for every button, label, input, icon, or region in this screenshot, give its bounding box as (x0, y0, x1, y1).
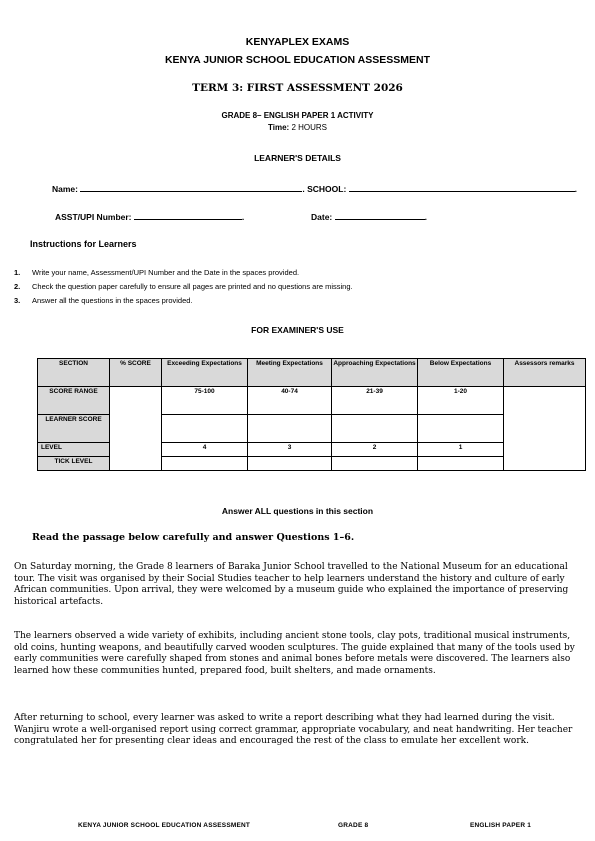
instruction-item: 3. Answer all the questions in the spaces provided. (14, 296, 193, 305)
tick-level-cell[interactable] (418, 457, 504, 471)
row-label: LEVEL (38, 443, 110, 457)
tick-level-cell[interactable] (332, 457, 418, 471)
school-label: SCHOOL: (307, 184, 347, 194)
learner-score-cell[interactable] (248, 415, 332, 443)
time-label: Time: (268, 123, 290, 132)
name-row: Name: . SCHOOL: . (52, 184, 578, 194)
table-row (38, 387, 586, 415)
asst-label: ASST/UPI Number: (55, 212, 132, 222)
examiner-table (37, 358, 586, 471)
learner-score-cell[interactable] (418, 415, 504, 443)
asst-row: ASST/UPI Number: . Date: . (55, 212, 428, 222)
learner-score-cell[interactable] (332, 415, 418, 443)
row-label: TICK LEVEL (38, 457, 110, 471)
row-label: SCORE RANGE (38, 387, 110, 415)
answer-all-heading: Answer ALL questions in this section (221, 506, 374, 516)
table-cell: 1 (418, 443, 504, 457)
asst-upi-field[interactable] (134, 211, 242, 220)
assessors-remarks-cell[interactable] (504, 387, 586, 471)
learner-details-title: LEARNER'S DETAILS (254, 153, 341, 163)
footer-grade: GRADE 8 (338, 822, 369, 829)
footer-assessment: KENYA JUNIOR SCHOOL EDUCATION ASSESSMENT (78, 822, 251, 829)
exam-org-title: KENYAPLEX EXAMS (245, 36, 350, 48)
time-value: 2 HOURS (291, 123, 327, 132)
passage-paragraph-1: On Saturday morning, the Grade 8 learners of Baraka Junior School travelled to the National Museum for an educational tour. The visit was organised by their Social Studies teacher to help learners understand the history and culture of early African communities. Upon arrival, they were welcomed by a museum guide who explained the importance of preserving historical artefacts. (14, 562, 569, 607)
row-label: LEARNER SCORE (38, 415, 110, 443)
table-cell: 75-100 (162, 387, 248, 415)
header-cell: Meeting Expectations (248, 359, 332, 387)
passage-paragraph-2: The learners observed a wide variety of exhibits, including ancient stone tools, clay pots, traditional musical instruments, old coins, hunting weapons, and beautifully carved wooden sculptures. The guide explained that many of the tools used by early communities were carefully shaped from stones and animal bones before metals were discovered. The learners also learned how these communities hunted, prepared food, built shelters, and made ornaments. (14, 631, 575, 676)
date-field[interactable] (335, 211, 425, 220)
header-cell: Approaching Expectations (332, 359, 418, 387)
table-cell: 2 (332, 443, 418, 457)
learner-score-cell[interactable] (162, 415, 248, 443)
assessment-title: KENYA JUNIOR SCHOOL EDUCATION ASSESSMENT (164, 54, 431, 66)
read-prompt: Read the passage below carefully and answer Questions 1–6. (32, 532, 355, 543)
name-field[interactable] (80, 183, 302, 192)
header-cell: % SCORE (110, 359, 162, 387)
table-cell: 21-39 (332, 387, 418, 415)
date-label: Date: (311, 212, 333, 222)
subject-title: GRADE 8– ENGLISH PAPER 1 ACTIVITY (221, 111, 374, 120)
tick-level-cell[interactable] (162, 457, 248, 471)
footer-paper: ENGLISH PAPER 1 (470, 822, 532, 829)
term-title: TERM 3: FIRST ASSESSMENT 2026 (192, 82, 403, 94)
table-cell: 4 (162, 443, 248, 457)
instructions-title: Instructions for Learners (30, 239, 137, 249)
time-line (0, 123, 595, 132)
tick-level-cell[interactable] (248, 457, 332, 471)
header-cell: Below Expectations (418, 359, 504, 387)
percent-score-cell[interactable] (110, 387, 162, 471)
header-cell: Exceeding Expectations (162, 359, 248, 387)
instructions-list (14, 266, 353, 308)
table-cell: 40-74 (248, 387, 332, 415)
instruction-item: 2. Check the question paper carefully to ensure all pages are printed and no questions are missing. (14, 282, 353, 291)
header-cell: SECTION (38, 359, 110, 387)
instruction-item: 1. Write your name, Assessment/UPI Number and the Date in the spaces provided. (14, 268, 300, 277)
table-header-row (38, 359, 586, 387)
table-cell: 3 (248, 443, 332, 457)
table-cell: 1-20 (418, 387, 504, 415)
examiner-use-title: FOR EXAMINER'S USE (251, 325, 344, 335)
passage-paragraph-3: After returning to school, every learner was asked to write a report describing what they had learned during the visit. Wanjiru wrote a well-organised report using correct grammar, appropriate vocabulary, and neat handwriting. Her teacher congratulated her for presenting clear ideas and encouraged the rest of the class to emulate her excellent work. (14, 713, 573, 746)
header-cell: Assessors remarks (504, 359, 586, 387)
school-field[interactable] (349, 183, 575, 192)
name-label: Name: (52, 184, 78, 194)
